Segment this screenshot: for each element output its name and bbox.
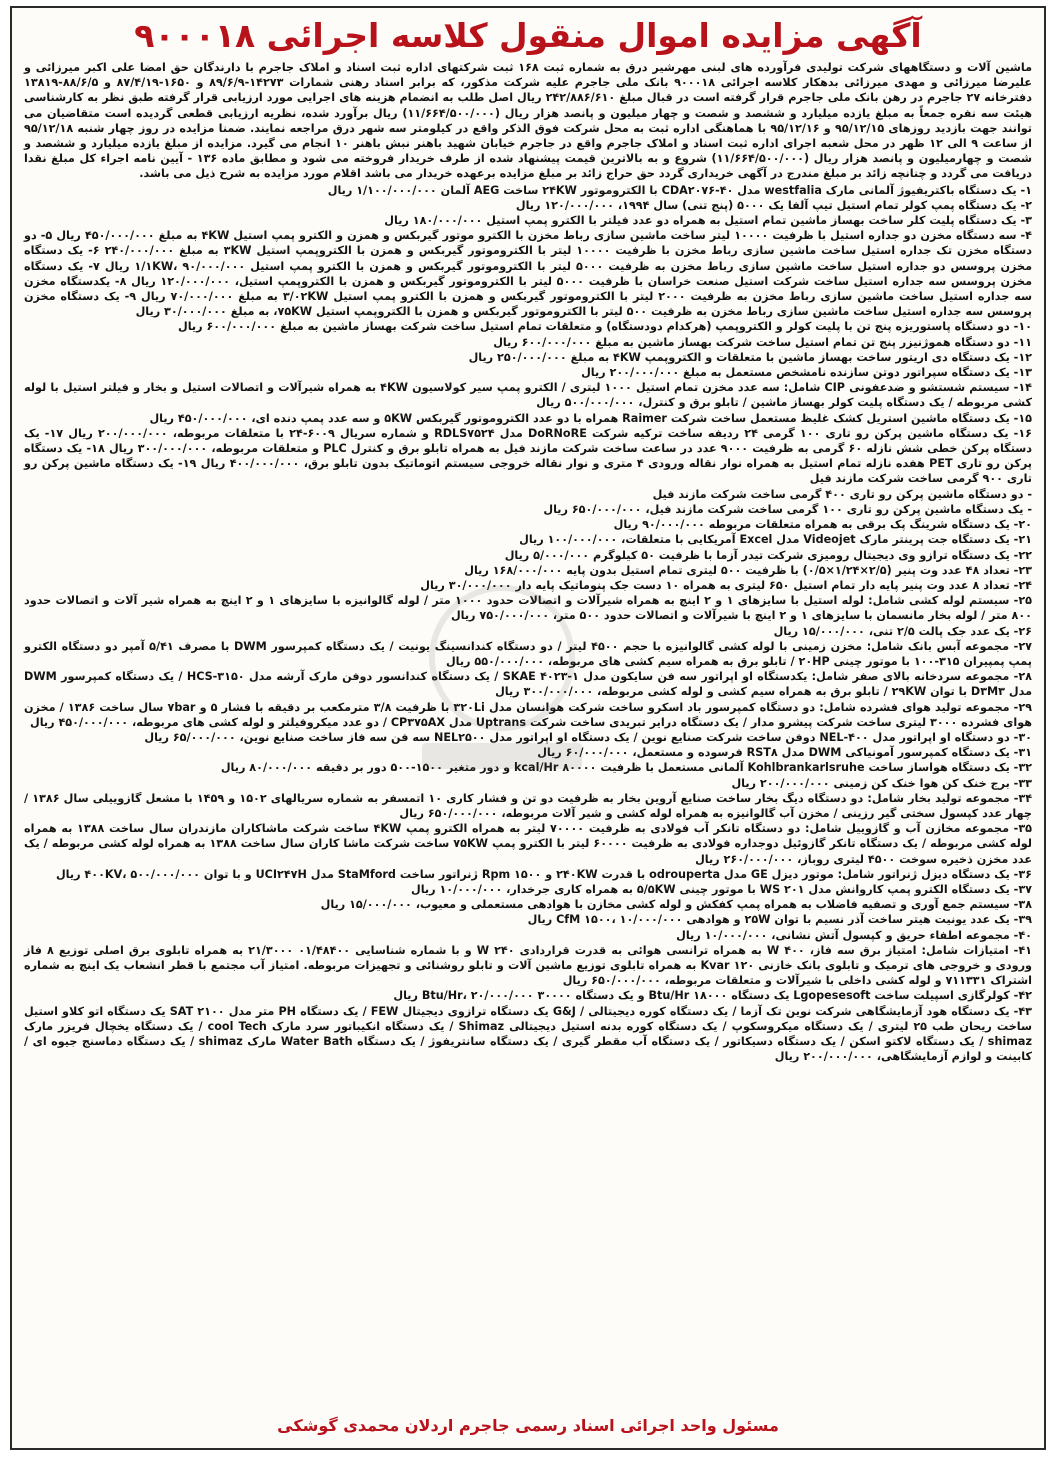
auction-item: ۳۰- دو دستگاه او اپراتور مدل NEL-۴۰۰ دوفن ساخت شرکت صنایع نوین / یک دستگاه او اپراتور مدل NEL۲۵۰۰ سه فن سه فاز ساخت صنایع نوین، ۶۵/۰۰۰/۰۰۰ ریال [144, 730, 1032, 744]
auction-item: ۱۵- یک دستگاه ماشین استریل کشک غلیظ مستعمل ساخت شرکت Raimer همراه با دو عدد الکتروموتور گیربکس ۵KW و سه عدد پمپ دنده ای، ۴۵۰/۰۰۰/۰۰۰ ریال [149, 411, 1032, 425]
auction-item: ۲۰- یک دستگاه شرینگ پک برقی به همراه متعلقات مربوطه ۹۰/۰۰۰/۰۰۰ ریال [613, 518, 1032, 532]
auction-item: ۱۱- دو دستگاه هموژنیزر پنج تن تمام استیل ساخت شرکت بهساز ماشین به مبلغ ۶۰۰/۰۰۰/۰۰۰ ریال [493, 335, 1032, 349]
auction-item: ۲۷- مجموعه آبس بانک شامل: مخزن زمینی با لوله کشی گالوانیزه با حجم ۴۵۰۰ لیتر / دو دستگاه کندانسینگ یونیت / یک دستگاه کمپرسور DWM با مصرف ۵/۴۱ آمپر دو دستگاه الکترو پمپ پمپیران ۳۱۵-۱۰۰ با موتور چینی ۲۰HP / تابلو برق به همراه سیم کشی های مربوطه، ۵۵۰/۰۰۰/۰۰۰ ریال [24, 639, 1032, 668]
notice-intro: ماشین آلات و دستگاههای شرکت تولیدی فرآورده های لبنی مهرشیر درق به شماره ثبت ۱۶۸ ثبت شرکتهای اداره ثبت اسناد و املاک جاجرم با دارندگان حق امضا علی اکبر میرزائی و علیرضا میرزائی و مهدی میرزائی بدهکار کلاسه اجرائی ۹۰۰۰۱۸ بانک ملی جاجرم علیه شرکت مذکور، که برابر اسناد رهنی شمارات ۱۴۲۷۳-۸۹/۶/۹ و ۱۶۵۰-۸۷/۴/۱۹ و ۸۸/۶/۵-۱۳۸۱۹ دفترخانه ۲۷ جاجرم در رهن بانک ملی جاجرم قرار گرفته است در قبال مبلغ ۲۴۲/۸۸۶/۶۱۰ ریال اصل طلب به انضمام هزینه های اجرایی مورد ارزیابی قرار گرفته طبق نظر به کارشناسی هیئت سه نفره جمعاً به مبلغ یازده میلیارد و ششصد و شصت و چهار میلیون و پانصد هزار ریال (۱۱/۶۶۴/۵۰۰/۰۰۰) ریال برآورد شده، نظریه ارزیابی قطعی گردیده است متقاضیان می توانند جهت بازدید روزهای ۹۵/۱۲/۱۵ و ۹۵/۱۲/۱۶ با هماهنگی اداره ثبت به محل شرکت فوق الذکر واقع در کیلومتر سه شهر درق مراجعه نمایند. ضمنا مزایده در روز چهار شنبه ۹۵/۱۲/۱۸ از ساعت ۹ الی ۱۲ ظهر در محل شعبه اجرای اداره ثبت اسناد و املاک جاجرم واقع در جاجرم خیابان شهید باهنر نبش باهنر ۱۰ انجام می گیرد. مزایده از مبلغ یازده میلیارد و ششصد و شصت و چهارمیلیون و پانصد هزار ریال (۱۱/۶۶۴/۵۰۰/۰۰۰) شروع و به بالاترین قیمت پیشنهاد شده از طرف خریدار فروخته می شود و مطابق ماده ۱۳۶ - آیین نامه اجراء کل مبلغ نقدا دریافت می گردد و چنانچه زائد بر مبلغ مندرج در آگهی خریداری گردد حق حراج زائد بر مبلغ مزایده برعهده خریدار می باشد اقلام مورد مزایده به شرح ذیل می باشد. [24, 61, 1033, 181]
auction-item: ۲- یک دستگاه پمپ کولر تمام استیل تیپ آلفا یک ۵۰۰۰ (پنج تنی) سال ۱۹۹۴، ۱۲۰/۰۰۰/۰۰۰ ریال [515, 198, 1032, 212]
auction-item: ۱۴- سیستم شستشو و ضدعفونی CIP شامل: سه عدد مخزن تمام استیل ۱۰۰۰ لیتری / الکترو پمپ سیر کولاسیون ۴KW به همراه شیرآلات و اتصالات استیل و بخار و فیلتر استیل با لوله کشی مربوطه / یک دستگاه پلیت کولر بهساز ماشین / تابلو برق و کنترل، ۵۰۰/۰۰۰/۰۰۰ ریال [24, 381, 1032, 410]
auction-item: ۳- یک دستگاه پلیت کلر ساخت بهساز ماشین تمام استیل به همراه دو عدد فیلتر با الکترو پمپ استیل ۱۸۰/۰۰۰/۰۰۰ ریال [384, 214, 1032, 228]
auction-item: ۲۴- تعداد ۸ عدد وت پنیر پایه دار تمام استیل ۶۵۰ لیتری به همراه ۱۰ دست جک پنوماتیک پایه دار ۳۰/۰۰۰/۰۰۰ ریال [420, 578, 1032, 592]
auction-item: ۱۶- یک دستگاه ماشین پرکن رو تاری ۱۰۰ گرمی ۲۴ ردیفه ساخت ترکیه شرکت DoRNoRE مدل RDLS۷۵۲۴ و شماره سریال ۶۰۰۹-۲۴ با متعلقات مربوطه، ۲۰۰/۰۰۰/۰۰۰ ریال ۱۷- یک دستگاه پرکن خطی شش نازله ۶۰ گرمی به ظرفیت ۹۰۰۰ عدد در ساعت ساخت شرکت مازند فیل به همراه تابلو برق و کنترل PLC و متعلقات مربوطه، ۳۰۰/۰۰۰/۰۰۰ ریال ۱۸- یک دستگاه پرکن رو تاری PET هفده نازله تمام استیل به همراه نوار نقاله ورودی ۴ متری و نوار نقاله خروجی سیستم اتوماتیک بدون تابلو برق، ۴۰۰/۰۰۰/۰۰۰ ریال ۱۹- یک دستگاه ماشین پرکن رو تاری ۹۰۰ گرمی ساخت شرکت مازند فیل [24, 426, 1033, 486]
notice-body [12, 60, 1044, 1064]
auction-item: ۲۳- تعداد ۴۸ عدد وت پنیر (۲/۵×۱/۲۴×۰/۵) با ظرفیت ۵۰۰ لیتری تمام استیل بدون پایه ۱۶۸/۰۰۰/۰۰۰ ریال [464, 563, 1032, 577]
auction-item: ۴۲- کولرگازی اسپیلت ساخت Lgopesesoft یک دستگاه ۱۸۰۰۰ Btu/Hr و یک دستگاه ۳۰۰۰۰ Btu/Hr، ۲۰/۰۰۰/۰۰۰ ریال [393, 989, 1032, 1003]
auction-item: ۳۹- یک عدد یونیت هیتر ساخت آذر نسیم با توان ۲۵W و هوادهی CfM ۱۵۰۰، ۱۰/۰۰۰/۰۰۰ ریال [527, 913, 1032, 927]
auction-item: ۱۰- دو دستگاه پاستوریزه پنج تن با پلیت کولر و الکتروپمپ (هرکدام دودستگاه) و متعلقات تمام استیل ساخت شرکت بهساز ماشین به مبلغ ۶۰۰/۰۰۰/۰۰۰ ریال [178, 320, 1032, 334]
auction-item: - یک دستگاه ماشین پرکن رو تاری ۱۰۰ گرمی ساخت شرکت مازند فیل، ۶۵۰/۰۰۰/۰۰۰ ریال [543, 502, 1032, 516]
notice-title: آگهی مزایده اموال منقول کلاسه اجرائی ۹۰۰۰۱۸ [134, 16, 922, 55]
auction-item: ۳۴- مجموعه تولید بخار شامل: دو دستگاه دیگ بخار ساخت صنایع آروین بخار به ظرفیت دو تن و فشار کاری ۱۰ اتمسفر به شماره سریالهای ۱۵۰۲ و ۱۴۵۹ با مشعل گازوییلی سال ۱۳۸۶ / چهار عدد کپسول سختی گیر رزینی / مخزن آب گالوانیزه به همراه لوله کشی و شیر آلات مربوطه، ۶۵۰/۰۰۰/۰۰۰ ریال [24, 791, 1033, 820]
auction-item: ۴۳- یک دستگاه هود آزمایشگاهی شرکت نوین تک آزما / یک دستگاه کوره دیجیتالی / G&J یک دستگاه ترازوی دیجیتال FEW / یک دستگاه PH متر مدل SAT ۲۱۰۰ یک دستگاه اتو کلاو استیل ساخت ریحان طب ۲۵ لیتری / یک دستگاه میکروسکوپ / یک دستگاه کوره بدنه استیل دیجیتالی Shimaz / یک دستگاه انکیباتور سرد مارک cool Tech / یک دستگاه یخچال فریزر مارک shimaz / یک دستگاه لاکتو اسکن / یک دستگاه دسیکاتور / یک دستگاه آب مقطر گیری / یک دستگاه سانتریفوژ / یک دستگاه Water Bath مارک shimaz / یک دستگاه دماسنج جیوه ای / کابینت و لوازم آزمایشگاهی، ۲۰۰/۰۰۰/۰۰۰ ریال [24, 1004, 1032, 1064]
notice-footer-signature: مسئول واحد اجرائی اسناد رسمی جاجرم اردلان محمدی گوشکی [277, 1416, 779, 1435]
auction-item: ۲۵- سیستم لوله کشی شامل: لوله استیل با سایزهای ۱ و ۲ اینچ به همراه شیرآلات و اتصالات حدود ۱۰۰۰ متر / لوله گالوانیزه با سایزهای ۱ و ۲ اینچ به همراه شیر آلات و اتصالات حدود ۸۰۰ متر / لوله بخار مانسمان با سایزهای ۱ و ۲ اینچ با شیرآلات و اتصالات حدود ۵۰۰ متر، ۷۵۰/۰۰۰/۰۰۰ ریال [24, 594, 1032, 623]
auction-item: ۱۳- یک دستگاه سپراتور دوتن سازنده نامشخص مستعمل به مبلغ ۲۰۰/۰۰۰/۰۰۰ ریال [581, 366, 1032, 380]
auction-item: ۴۱- امتیازات شامل: امتیاز برق سه فاز، ۴۰۰ W به همراه ترانسی هوائی به قدرت قراردادی ۲۴۰ W و با شماره شناسایی ۰۱/۴۸۴۰۰ ۲۱/۳۰۰۰ به همراه تابلوی برق اصلی توزیع ۸ فاز ورودی و خروجی های ترمیک و تابلوی بانک خازنی Kvar ۱۲۰ به همراه تابلوی توزیع ماشین آلات و تابلو روشنائی و تجهیزات مربوطه. امتیاز آب مجتمع با قطر انشعاب یک اینچ به شماره اشتراک ۷۱۱۳۳۱ و لوله کشی داخلی با شیرآلات و متعلقات مربوطه، ۶۵۰/۰۰۰/۰۰۰ ریال [24, 943, 1032, 988]
auction-item: ۲۲- یک دستگاه ترازو وی دیجیتال رومیزی شرکت تیدر آزما با ظرفیت ۵۰ کیلوگرم ۵/۰۰۰/۰۰۰ ریال [504, 548, 1032, 562]
auction-item: ۱- یک دستگاه باکتریفیوژ آلمانی مارک westfalia مدل CDA۲۰۷۶-۴۰ با الکتروموتور ۲۴KW ساخت AEG آلمان ۱/۱۰۰/۰۰۰/۰۰۰ ریال [327, 183, 1032, 197]
auction-item: ۳۳- برج خنک کن هوا خنک کن زمینی ۲۰۰/۰۰۰/۰۰۰ ریال [731, 776, 1032, 790]
auction-item: ۴- سه دستگاه مخزن دو جداره استیل با ظرفیت ۱۰۰۰۰ لیتر ساخت ماشین سازی رباط مخزن با الکترو موتور گیربکس و همزن و الکترو پمپ استیل ۴KW به مبلغ ۴۵۰/۰۰۰/۰۰۰ ریال ۵- دو دستگاه مخزن تک جداره استیل ساخت ماشین سازی رباط مخزن با ظرفیت ۱۰۰۰۰ لیتر با الکتروموتور گیربکس و همزن با الکتروپمپ استیل ۳KW به مبلغ ۲۴۰/۰۰۰/۰۰۰ ۶- یک دستگاه مخزن پروسس دو جداره استیل ساخت ماشین سازی رباط مخزن به ظرفیت ۵۰۰۰ لیتر با الکتروموتور گیربکس و همزن با الکترو پمپ استیل ۱/۱KW، ۹۰/۰۰۰/۰۰۰ ریال ۷- یک دستگاه مخزن پروسس سه جداره استیل ساخت شرکت استیل صنعت خراسان با ظرفیت ۵۰۰۰ لیتر با الکتروموتور گیربکس و همزن با الکتروپمپ استیل، ۱۲۰/۰۰۰/۰۰۰ ریال ۸- یکدستگاه مخزن سه جداره استیل ساخت ماشین سازی رباط مخزن به ظرفیت ۲۰۰۰ لیتر با الکتروموتور گیربکس و همزن با الکترو پمپ استیل ۳/۰۲KW به مبلغ ۷۰/۰۰۰/۰۰۰ ریال ۹- یک دستگاه مخزن پروسس سه جداره استیل ساخت ماشین سازی رباط مخزن به ظرفیت ۵۰۰ لیتر با الکتروموتور گیربکس و همزن با الکتروپمپ استیل ۷۵KW، به مبلغ ۳۰/۰۰۰/۰۰۰ ریال [24, 229, 1033, 319]
auction-item: ۴۰- مجموعه اطفاء حریق و کپسول آتش نشانی، ۱۰/۰۰۰/۰۰۰ ریال [676, 928, 1032, 942]
auction-items-list [24, 183, 1032, 1065]
auction-item: ۳۷- یک دستگاه الکترو پمپ کاروانش مدل WS ۲۰۱ با موتور چینی ۵/۵KW به همراه کاری جرخدار، ۱۰/۰۰۰/۰۰۰ ریال [411, 882, 1032, 896]
auction-item: ۲۹- مجموعه تولید هوای فشرده شامل: دو دستگاه کمپرسور باد اسکرو ساخت شرکت هوانسان مدل ۳۲۰Li با ظرفیت ۳/۸ مترمکعب بر دقیقه با فشار ۵ و ۷bar سال ساخت ۱۳۸۶ / مخزن هوای فشرده ۳۰۰۰ لیتری ساخت شرکت پیشرو مدار / یک دستگاه درایر تبریدی ساخت شرکت Uptrans مدل CP۳۷۵AX / دو عدد میکروفیلتر و لوله کشی های مربوطه، ۴۵۰/۰۰۰/۰۰۰ ریال [24, 700, 1032, 729]
auction-item: ۳۵- مجموعه مخازن آب و گازوییل شامل: دو دستگاه تانکر آب فولادی به ظرفیت ۷۰۰۰۰ لیتر به همراه الکترو پمپ ۴KW ساخت شرکت ماشاکاران مازندران سال ساخت ۱۳۸۸ به همراه لوله کشی مربوطه / یک دستگاه تانکر گازوئیل دوجداره فولادی به ظرفیت ۶۰۰۰۰ لیتر با الکترو پمپ ۷۵KW ساخت شرکت ماشا کاران سال ساخت ۱۳۸۸ به همراه لوله کشی مربوطه / یک عدد مخزن ذخیره سوخت ۴۵۰۰ لیتری روباز، ۲۶۰/۰۰۰/۰۰۰ ریال [24, 822, 1032, 866]
auction-item: ۱۲- یک دستگاه دی اریتور ساخت بهساز ماشین با متعلقات و الکتروپمپ ۴KW به مبلغ ۲۵۰/۰۰۰/۰۰۰ ریال [468, 350, 1032, 364]
auction-item: ۳۶- یک دستگاه دیزل ژنراتور شامل: موتور دیزل GE مدل odrouperta با قدرت ۲۴۰KW و ۱۵۰۰ Rpm ژنراتور ساخت StaMford مدل UCI۲۴۷H و با توان ۴۰۰KV، ۵۰۰/۰۰۰/۰۰۰ ریال [55, 867, 1032, 881]
auction-item: ۲۶- یک عدد جک پالت ۲/۵ تنی، ۱۵/۰۰۰/۰۰۰ ریال [773, 624, 1032, 638]
auction-item: ۳۲- یک دستگاه هواساز ساخت Kohlbrankarlsruhe آلمانی مستعمل با ظرفیت ۸۰۰۰۰ kcal/Hr و دور متغیر ۱۵۰۰-۵۰۰ دور بر دقیقه ۸۰/۰۰۰/۰۰۰ ریال [220, 761, 1032, 775]
auction-item: - دو دستگاه ماشین پرکن رو تاری ۴۰۰ گرمی ساخت شرکت مازند فیل [652, 487, 1032, 501]
auction-item: ۲۱- یک دستگاه جت پرینتر مارک Videojet مدل Excel آمریکایی با متعلقات، ۱۰۰/۰۰۰/۰۰۰ ریال [519, 533, 1032, 547]
auction-item: ۲۸- مجموعه سردخانه بالای صفر شامل: یکدستگاه او اپراتور سه فن سایکون مدل SKAE ۴۰۲۳-۱ / یک دستگاه کندانسور دوفن مارک آرشه مدل HCS-۳۱۵۰ / یک دستگاه کمپرسور DWM مدل D۳M۳ با توان ۲۹KW / تابلو برق به همراه سیم کشی و لوله کشی مربوطه، ۳۰۰/۰۰۰/۰۰۰ ریال [24, 670, 1032, 699]
auction-item: ۳۱- یک دستگاه کمپرسور آمونیاکی DWM مدل RST۸ فرسوده و مستعمل، ۶۰/۰۰۰/۰۰۰ ریال [537, 746, 1032, 760]
auction-item: ۳۸- سیستم جمع آوری و تصفیه فاضلاب به همراه پمپ کفکش و لوله کشی مخازن با هوادهی مستعملی و معیوب، ۱۵/۰۰۰/۰۰۰ ریال [320, 898, 1032, 912]
newspaper-clipping [10, 6, 1046, 1450]
